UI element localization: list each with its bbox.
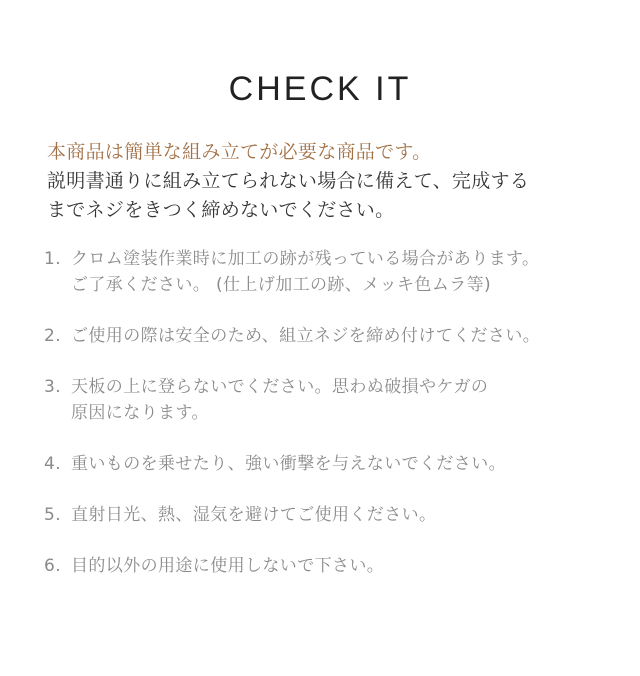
intro-line-2: 説明書通りに組み立てられない場合に備えて、完成する: [47, 170, 530, 192]
note-number: 1.: [44, 249, 62, 269]
note-item-1: [44, 246, 624, 298]
note-number: 4.: [44, 454, 62, 474]
note-item-4: [44, 451, 624, 477]
note-number: 2.: [44, 326, 62, 346]
note-number: 3.: [44, 377, 62, 397]
note-number: 6.: [44, 556, 62, 576]
note-item-5: [44, 502, 624, 528]
note-item-2: [44, 323, 624, 349]
note-text: 直射日光、熱、湿気を避けてご使用ください。: [71, 505, 437, 525]
note-text: クロム塗装作業時に加工の跡が残っている場合があります。 ご了承ください。 (仕上げ加工の跡、メッキ色ムラ等): [71, 249, 540, 295]
note-item-6: [44, 553, 624, 579]
notes-list: [44, 246, 624, 604]
page-title: CHECK IT: [228, 70, 412, 108]
note-text: 目的以外の用途に使用しないで下さい。: [71, 556, 385, 576]
intro-block: [47, 138, 617, 225]
intro-highlight: 本商品は簡単な組み立てが必要な商品です。: [47, 141, 432, 163]
note-text: ご使用の際は安全のため、組立ネジを締め付けてください。: [71, 326, 541, 346]
note-item-3: [44, 374, 624, 426]
note-text: 重いものを乗せたり、強い衝撃を与えないでください。: [71, 454, 506, 474]
intro-line-3: までネジをきつく締めないでください。: [47, 199, 395, 221]
note-text: 天板の上に登らないでください。思わぬ破損やケガの 原因になります。: [71, 377, 489, 423]
note-number: 5.: [44, 505, 62, 525]
